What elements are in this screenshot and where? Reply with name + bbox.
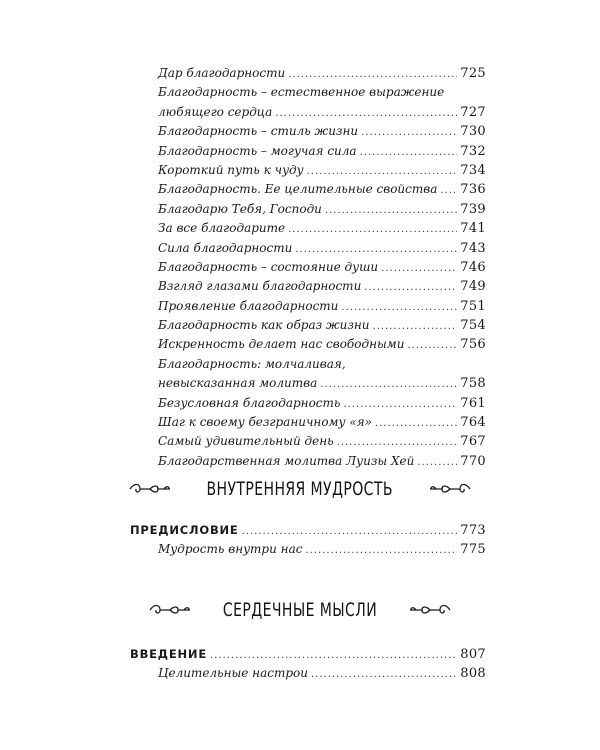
toc-entry-title: Мудрость внутри нас — [158, 542, 303, 557]
toc-entry-page: 736 — [460, 182, 486, 198]
section-heading-text: СЕРДЕЧНЫЕ МЫСЛИ — [222, 599, 378, 621]
toc-entry[interactable] — [158, 664, 486, 683]
toc-entry-page: 764 — [460, 415, 486, 431]
toc-section-gratitude — [158, 64, 486, 471]
toc-entry-page: 725 — [460, 66, 486, 81]
toc-entry-title: Благодарность как образ жизни — [158, 318, 370, 333]
toc-entry-title: Самый удивительный день — [158, 434, 334, 449]
toc-entry[interactable] — [158, 297, 486, 316]
toc-entry-page: 746 — [460, 259, 486, 275]
leader-dots — [381, 258, 457, 278]
toc-entry[interactable] — [158, 122, 486, 141]
leader-dots — [417, 452, 457, 472]
leader-dots — [242, 521, 458, 541]
flourish-ornament-left-icon — [128, 482, 172, 496]
toc-entry[interactable] — [158, 413, 486, 432]
leader-dots — [275, 103, 457, 123]
toc-section-heart-thoughts — [130, 645, 486, 684]
toc-entry[interactable] — [158, 258, 486, 277]
toc-entry-title-line1: Благодарность – естественное выражение — [158, 85, 445, 100]
toc-entry-page: 749 — [460, 279, 486, 295]
toc-entry-page: 761 — [460, 395, 486, 411]
toc-chapter-entry[interactable] — [130, 645, 486, 664]
toc-entry[interactable] — [158, 219, 486, 238]
leader-dots — [288, 64, 457, 84]
toc-entry-title: Короткий путь к чуду — [158, 162, 304, 177]
toc-chapter-entry[interactable] — [130, 521, 486, 540]
toc-entry-page: 739 — [460, 201, 486, 217]
toc-entry-title-line2-row — [158, 103, 486, 122]
toc-entry[interactable] — [158, 277, 486, 296]
toc-entry[interactable] — [158, 180, 486, 199]
toc-entry-page: 730 — [460, 124, 486, 140]
leader-dots — [360, 142, 458, 162]
flourish-ornament-right-icon — [408, 603, 452, 617]
section-heading-inner-wisdom — [0, 478, 600, 500]
leader-dots — [210, 645, 457, 665]
toc-entry-page: 741 — [460, 221, 486, 237]
toc-entry-page: 727 — [460, 104, 486, 120]
toc-section-inner-wisdom — [130, 521, 486, 560]
flourish-ornament-left-icon — [148, 603, 192, 617]
leader-dots — [337, 432, 458, 452]
toc-chapter-title: ПРЕДИСЛОВИЕ — [130, 523, 239, 537]
toc-entry[interactable] — [158, 239, 486, 258]
toc-entry-title: Благодарность. Ее целительные свойства — [158, 182, 438, 197]
toc-entry[interactable] — [158, 432, 486, 451]
leader-dots — [295, 239, 457, 259]
toc-entry-title: Благодарственная молитва Луизы Хей — [158, 453, 415, 468]
toc-entry-page: 770 — [460, 453, 486, 469]
leader-dots — [440, 180, 457, 200]
leader-dots — [407, 335, 457, 355]
toc-entry-title: Шаг к своему безграничному «я» — [158, 415, 372, 430]
toc-entry-title: Проявление благодарности — [158, 298, 339, 313]
leader-dots — [375, 413, 457, 433]
toc-entry-page: 743 — [460, 240, 486, 256]
toc-entry-title: Дар благодарности — [158, 66, 286, 80]
toc-entry[interactable] — [158, 200, 486, 219]
leader-dots — [343, 394, 457, 414]
section-heading-text: ВНУТРЕННЯЯ МУДРОСТЬ — [206, 478, 394, 500]
toc-entry-title: За все благодарите — [158, 221, 286, 236]
toc-entry-title: невысказанная молитва — [158, 376, 318, 391]
leader-dots — [305, 540, 457, 560]
toc-entry-title: Искренность делает нас свободными — [158, 337, 405, 352]
toc-entry[interactable] — [158, 64, 486, 83]
toc-entry-page: 751 — [460, 298, 486, 314]
toc-entry-title: Целительные настрои — [158, 666, 308, 681]
toc-entry-page: 734 — [460, 162, 486, 178]
toc-entry-title: Благодарность – состояние души — [158, 259, 379, 274]
toc-entry-title: Безусловная благодарность — [158, 395, 341, 410]
toc-entry-page: 758 — [460, 376, 486, 392]
toc-entry[interactable] — [158, 355, 486, 394]
toc-entry-title: Сила благодарности — [158, 240, 293, 255]
toc-entry-title: Взгляд глазами благодарности — [158, 279, 362, 294]
toc-entry-title: Благодарность – могучая сила — [158, 143, 357, 158]
toc-entry[interactable] — [158, 540, 486, 559]
toc-entry[interactable] — [158, 83, 486, 122]
toc-entry[interactable] — [158, 316, 486, 335]
toc-entry-page: 756 — [460, 337, 486, 353]
toc-entry-page: 732 — [460, 143, 486, 159]
toc-entry-page: 807 — [460, 647, 486, 662]
toc-entry[interactable] — [158, 394, 486, 413]
toc-entry-page: 767 — [460, 434, 486, 450]
leader-dots — [311, 664, 457, 684]
toc-entry-title: Благодарность – стиль жизни — [158, 124, 359, 139]
toc-entry[interactable] — [158, 161, 486, 180]
leader-dots — [307, 161, 458, 181]
toc-entry-title: Благодарю Тебя, Господи — [158, 201, 322, 216]
toc-entry-page: 808 — [460, 666, 486, 682]
toc-entry[interactable] — [158, 335, 486, 354]
leader-dots — [288, 219, 457, 239]
toc-entry-title-line2-row — [158, 374, 486, 393]
leader-dots — [320, 374, 457, 394]
toc-entry[interactable] — [158, 452, 486, 471]
toc-entry-page: 773 — [460, 523, 486, 538]
leader-dots — [325, 200, 457, 220]
section-heading-heart-thoughts — [0, 599, 600, 621]
leader-dots — [341, 297, 457, 317]
leader-dots — [361, 122, 457, 142]
toc-entry[interactable] — [158, 142, 486, 161]
toc-entry-page: 775 — [460, 542, 486, 558]
toc-entry-title-line1: Благодарность: молчаливая, — [158, 356, 346, 371]
toc-entry-page: 754 — [460, 318, 486, 334]
toc-entry-title: любящего сердца — [158, 104, 273, 119]
flourish-ornament-right-icon — [428, 482, 472, 496]
leader-dots — [373, 316, 458, 336]
leader-dots — [364, 277, 457, 297]
toc-chapter-title: ВВЕДЕНИЕ — [130, 647, 207, 661]
